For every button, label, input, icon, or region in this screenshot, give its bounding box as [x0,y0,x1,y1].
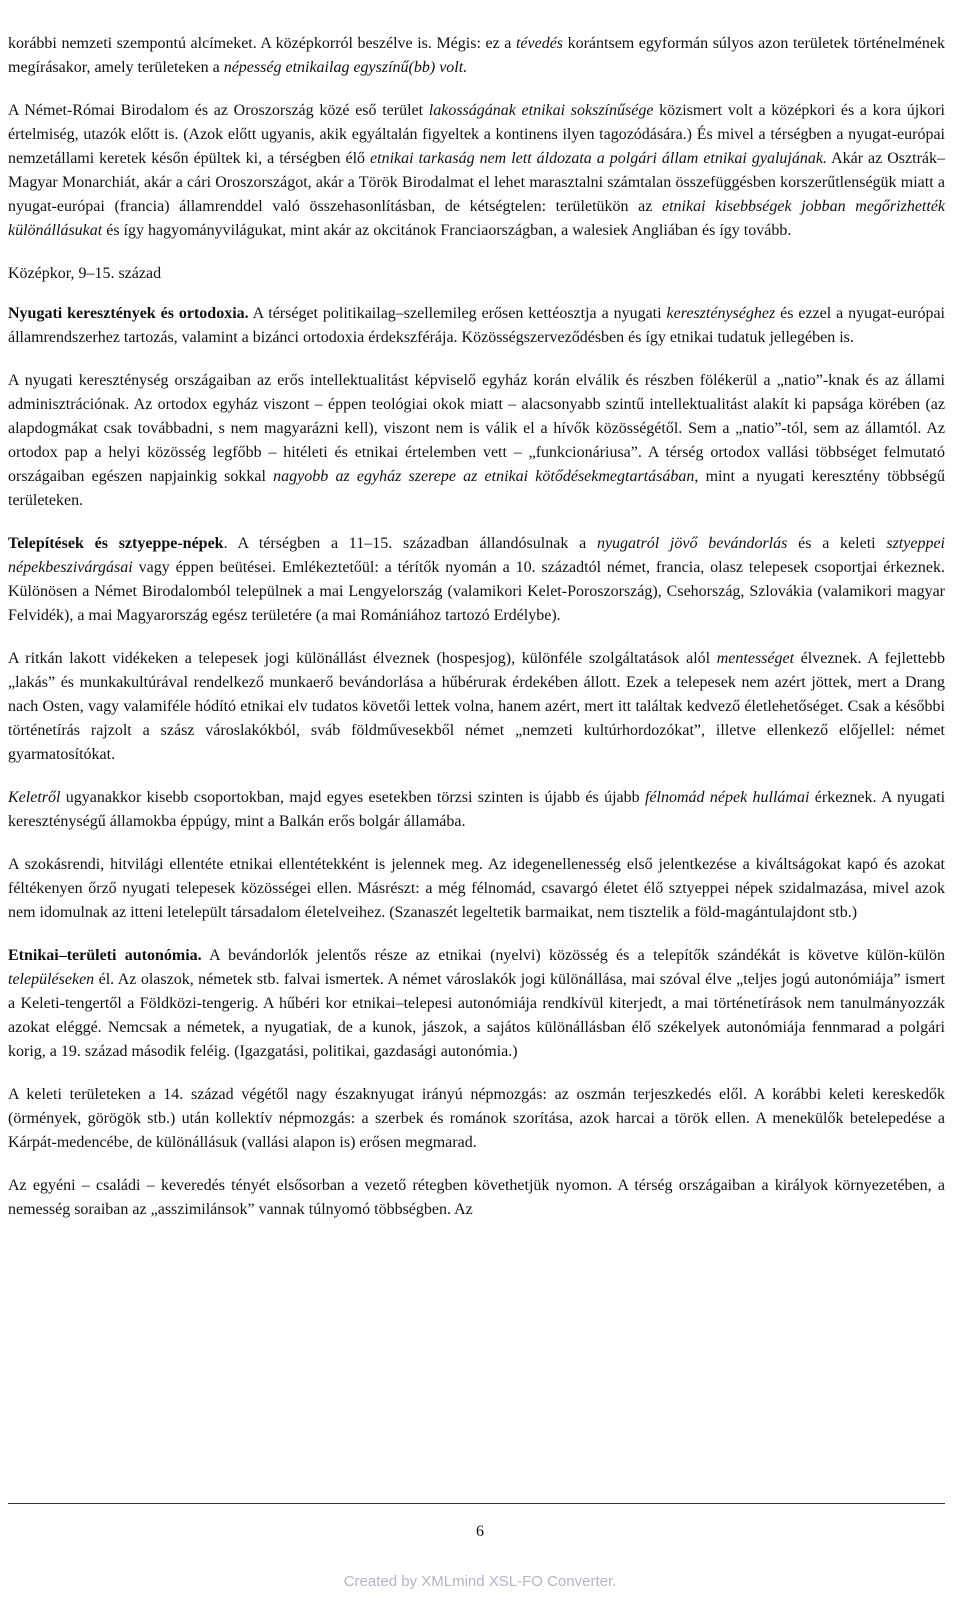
italic-text: etnikai kisebbségek jobban megőrizhették különállásukat [8,198,946,239]
paragraph-1 [8,99,945,243]
page-number: 6 [476,1523,484,1540]
text-run: és a keleti [787,535,887,552]
paragraph-5 [8,532,945,628]
paragraph-7 [8,786,945,834]
paragraph-4 [8,369,945,513]
italic-text: településeken [8,971,95,988]
text-run: érkeznek. A nyugati kereszténységű államokba éppúgy, mint a Balkán erős bolgár államába. [8,789,946,830]
text-run: közismert volt a középkori és a kora újkori értelmiség, utazók előtt is. (Azok előtt ugyanis, akik egyáltalán figyeltek a kontinens ilyen tagozódására.) És mivel a térségben a nyugat-európai nemzetállami keretek későn épültek ki, a térségben élő [8,102,945,167]
italic-text: mentességet [716,650,795,667]
text-run: A ritkán lakott vidékeken a telepesek jogi különállást élveznek (hospesjog), különféle szolgáltatások alól [8,650,717,667]
italic-text: népesség etnikailag egyszínű(bb) volt. [223,59,468,76]
text-run: korábbi nemzeti szempontú alcímeket. A középkorról beszélve is. Mégis: ez a [8,35,516,52]
text-run: élveznek. A fejlettebb „lakás” és munkakultúrával rendelkező munkaerő bevándorlása a hűbérurak érdekében állott. Ezek a telepesek nem azért jöttek, mert a Drang nach Osten, vagy valamiféle hódító etnikai elv tudatos követői lettek volna, hanem azért, mert itt találtak kedvező életlehetőséget. Csak a későbbi történetírás rajzolt a szász városlakókból, sváb földművesekből német „nemzeti kultúrhordozókat”, illetve ellenkező előjellel: német gyarmatosítókat. [8,650,946,763]
paragraph-10 [8,1083,945,1155]
text-run: A Német-Római Birodalom és az Oroszország közé eső terület [8,102,429,119]
text-run: él. Az olaszok, németek stb. falvai ismertek. A német városlakók jogi különállása, mai szóval élve „teljes jogú autonómiája” ismert a Keleti-tengertől a Földközi-tengerig. A hűbéri kor etnikai–telepesi autonómiája rendkívül kiterjedt, a mai történetírások nem tanulmányozzák azokat eléggé. Nemcsak a németek, a nyugatiak, de a kunok, jászok, a sajátos különállásban élő székelyek autonómiája fennmarad a polgári korig, a 19. század második feléig. (Igazgatási, politikai, gazdasági autonómia.) [8,971,945,1060]
bold-heading-text: Telepítések és sztyeppe-népek [8,535,224,552]
paragraph-11 [8,1174,945,1222]
text-run: A nyugati kereszténység országaiban az erős intellektualitást képviselő egyház korán elválik és részben fölékerül a „natio”-knak és az állami adminisztrációnak. Az ortodox egyház viszont – éppen teológiai okok miatt – alacsonyabb szintű intellektualitást alakít ki papsága körében (az alapdogmákat csak továbbadni, s nem magyarázni kell), viszont nem is válik el a hívők közösségétől. Sem a „natio”-tól, sem az államtól. Az ortodox pap a helyi közösség legfőbb – hitéleti és etnikai értelemben vett – „funkcionáriusa”. A térség ortodox vallási többséget felmutató országaiban egészen napjainkig sokkal [8,372,945,485]
text-run: Akár az Osztrák–Magyar Monarchiát, akár a cári Oroszországot, akár a Török Birodalmat el lehet marasztalni számtalan összefüggésben korszerűtlenségük miatt a nyugat-európai (francia) államrenddel való összehasonlításban, de kétségtelen: területükön az [8,150,946,215]
paragraph-9 [8,944,945,1064]
italic-text: lakosságának etnikai sokszínűsége [428,102,654,119]
text-run: , mint a nyugati keresztény többségű területeken. [8,468,946,509]
text-run: és ezzel a nyugat-európai államrendszerhez tartozás, valamint a bizánci ortodoxia érdekszférája. Közösségszerveződésben és így etnikai tudatuk jellegében is. [8,305,945,346]
italic-text: nyugatról jövő bevándorlás [596,535,788,552]
bold-heading-text: Etnikai–területi autonómia. [8,947,202,964]
bold-heading-text: Nyugati keresztények és ortodoxia. [8,305,249,322]
paragraph-6 [8,647,945,767]
paragraph-2 [8,262,945,286]
italic-text: tévedés [515,35,564,52]
paragraph-8 [8,853,945,925]
italic-text: sztyeppei népekbeszivárgásai [8,535,945,576]
paragraph-0 [8,32,945,80]
text-run: A szokásrendi, hitvilági ellentéte etnikai ellentétekként is jelennek meg. Az idegenellenesség első jelentkezése a kiváltságokat kapó és azokat féltékenyen őrző nyugati telepesek közösségei ellen. Másrészt: a még félnomád, csavargó életet élő sztyeppei népek szidalmazása, mivel azok nem idomulnak az itteni letelepült társadalom életelveihez. (Szanaszét legeltetik barmaikat, nem tisztelik a föld-magántulajdont stb.) [8,856,945,921]
italic-text: etnikai tarkaság nem lett áldozata a polgári állam etnikai gyalujának. [370,150,827,167]
text-run: és így hagyományvilágukat, mint akár az okcitánok Franciaországban, a walesiek Angliában és így tovább. [102,222,792,239]
converter-watermark: Created by XMLmind XSL-FO Converter. [343,1573,617,1590]
text-run: A bevándorlók jelentős része az etnikai (nyelvi) közösség és a telepítők szándékát is követve külön-külön [201,947,946,964]
italic-text: kereszténységhez [666,305,776,322]
document-body [8,32,945,1241]
text-run: Középkor, 9–15. század [8,265,162,282]
text-run: . A térségben a 11–15. században állandósulnak a [223,535,597,552]
text-run: A keleti területeken a 14. század végétől nagy északnyugat irányú népmozgás: az oszmán terjeszkedés elől. A korábbi keleti kereskedők (örmények, görögök stb.) után kollektív népmozgás: a szerbek és románok szorítása, azok harcai a török ellen. A menekülők betelepedése a Kárpát-medencébe, de különállásuk (vallási alapon is) erősen megmarad. [8,1086,945,1151]
italic-text: félnomád népek hullámai [644,789,810,806]
italic-text: Keletről [8,789,61,806]
text-run: ugyanakkor kisebb csoportokban, majd egyes esetekben törzsi szinten is újabb és újabb [60,789,645,806]
text-run: vagy éppen beütései. Emlékeztetőül: a térítők nyomán a 10. századtól német, francia, olasz telepesek csoportjai érkeznek. Különösen a Német Birodalomból települnek a mai Lengyelország (valamikori Kelet-Poroszország), Csehország, Szlovákia (valamikori magyar Felvidék), a mai Magyarország egész területére (a mai Romániához tartozó Erdélybe). [8,559,945,624]
text-run: Az egyéni – családi – keveredés tényét elsősorban a vezető rétegben követhetjük nyomon. A térség országaiban a királyok környezetében, a nemesség soraiban az „asszimilánsok” vannak túlnyomó többségben. Az [8,1177,945,1218]
paragraph-3 [8,302,945,350]
text-run: A térséget politikailag–szellemileg erősen kettéosztja a nyugati [248,305,667,322]
footer-divider [8,1503,945,1504]
italic-text: nagyobb az egyház szerepe az etnikai kötődésekmegtartásában [273,468,695,485]
text-run: korántsem egyformán súlyos azon területek történelmének megírásakor, amely területeken a [8,35,945,76]
